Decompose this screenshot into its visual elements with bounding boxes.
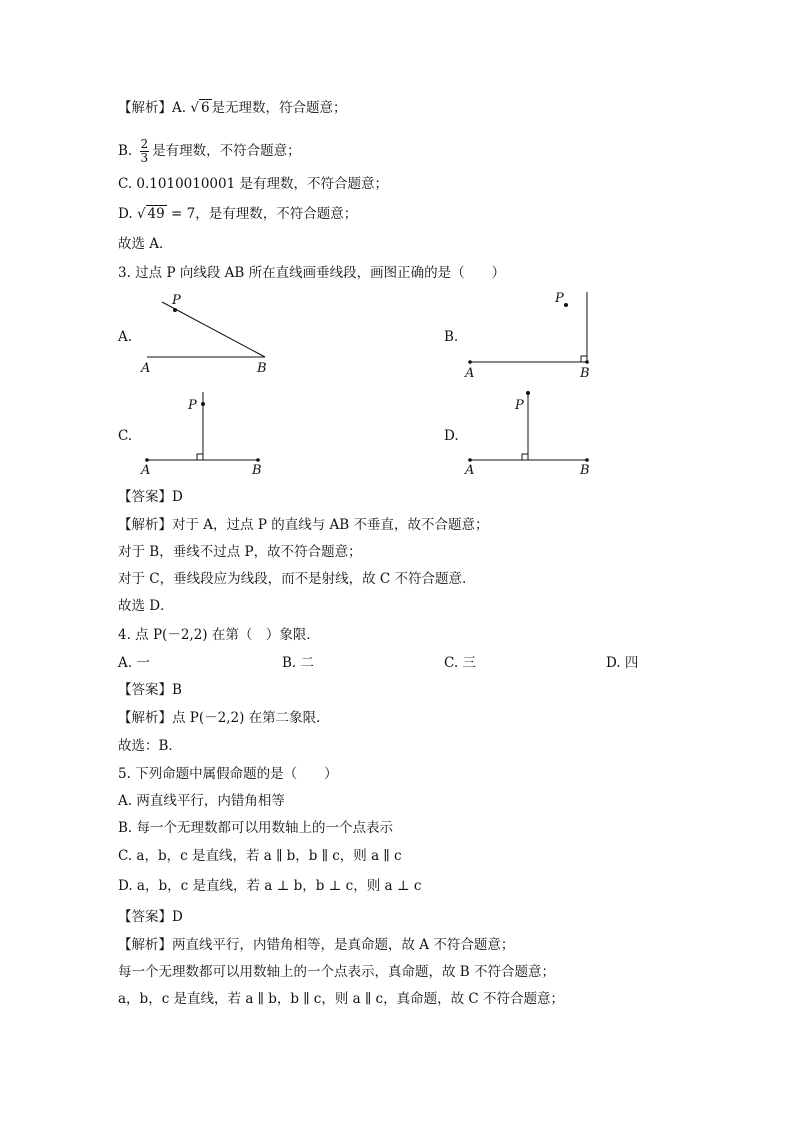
figure-a [140,293,267,376]
explanation-3-line-4: 故选 D． [118,598,174,614]
explanation-4-line-1: 【解析】点 P(－2,2) 在第二象限． [118,710,330,726]
question-3: 3. 过点 P 向线段 AB 所在直线画垂线段，画图正确的是（ ） [118,265,506,281]
label-b: B [252,463,262,478]
q4-option-a: A. 一 [118,655,150,671]
label-p: P [188,398,197,413]
question-4: 4. 点 P(－2,2) 在第（ ）象限． [118,627,320,643]
text: = 7，是有理数，不符合题意； [166,206,358,222]
q5-option-b: B. 每一个无理数都可以用数轴上的一个点表示 [118,820,394,836]
label-b: B [257,361,267,376]
explanation-4-line-2: 故选：B． [118,738,182,754]
text: D. [118,206,137,222]
q4-option-c: C. 三 [444,655,476,671]
numerator: 2 [140,137,149,151]
label-a: A [465,463,475,478]
q5-option-d: D. a，b，c 是直线，若 a ⊥ b，b ⊥ c，则 a ⊥ c [118,878,422,894]
text: 是无理数，符合题意； [211,100,347,116]
sqrt-expression: √ 6 [190,100,210,116]
option-b-label: B. [444,329,459,345]
option-c-label: C. [118,428,133,444]
q4-option-d: D. 四 [606,655,639,671]
q4-option-b: B. 二 [282,655,315,671]
label-b: B [580,366,590,381]
answer-5: 【答案】D [118,909,183,925]
option-d-label: D. [444,428,459,444]
answer-3: 【答案】D [118,489,183,505]
text: 是有理数，不符合题意； [152,143,301,159]
explanation-3-line-1: 【解析】对于 A，过点 P 的直线与 AB 不垂直，故不合题意； [118,517,489,533]
figure-d [464,391,590,478]
option-a-label: A. [118,329,133,345]
answer-4: 【答案】B [118,682,182,698]
explanation-3-line-2: 对于 B，垂线不过点 P，故不符合题意； [118,544,362,560]
explanation-3-line-3: 对于 C，垂线段应为线段，而不是射线，故 C 不符合题意. [118,571,467,587]
explanation-5-line-2: 每一个无理数都可以用数轴上的一个点表示，真命题，故 B 不符合题意； [118,964,556,980]
label-p: P [515,398,524,413]
label-p: P [172,293,181,308]
figure-b [464,291,590,381]
label-a: A [465,366,475,381]
radicand: 6 [200,100,210,116]
label-a: A [141,361,151,376]
text: 【解析】A. [118,100,191,116]
text: B. [118,143,137,159]
sqrt-expression: √ 49 [136,206,165,222]
explanation-5-line-1: 【解析】两直线平行，内错角相等，是真命题，故 A 不符合题意； [118,937,515,953]
figure-c [140,392,262,478]
q5-option-a: A. 两直线平行，内错角相等 [118,793,285,809]
explanation-5-line-3: a，b，c 是直线，若 a ∥ b，b ∥ c，则 a ∥ c，真命题，故 C 不符合题意； [118,991,564,1007]
conclusion: 故选 A． [118,236,173,252]
label-b: B [580,463,590,478]
denominator: 3 [140,151,149,165]
label-p: P [555,291,564,306]
radicand: 49 [147,206,165,222]
question-5: 5. 下列命题中属假命题的是（ ） [118,766,338,782]
label-a: A [141,463,151,478]
q5-option-c: C. a，b，c 是直线，若 a ∥ b，b ∥ c，则 a ∥ c [118,848,402,864]
solution-line-c: C. 0.1010010001 是有理数，不符合题意； [118,176,388,192]
